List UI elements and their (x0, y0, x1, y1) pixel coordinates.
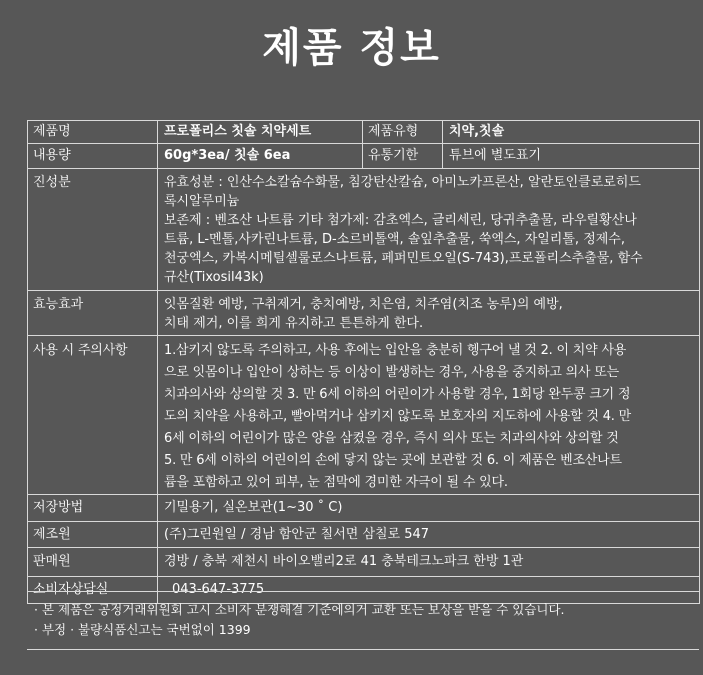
precautions-line: 6세 이하의 어린이가 많은 양을 삼켰을 경우, 즉시 의사 또는 치과의사와 상의할 것 (164, 431, 619, 446)
row-efficacy (28, 291, 700, 336)
value-capacity: 60g*3ea/ 칫솔 6ea (158, 144, 363, 169)
value-ingredients (158, 169, 700, 291)
value-consultation: 043-647-3775 (158, 577, 700, 604)
row-storage (28, 495, 700, 522)
precautions-line: 5. 만 6세 이하의 어린이의 손에 닿지 않는 곳에 보관할 것 6. 이 제품은 벤조산나트 (164, 453, 622, 468)
ingredients-line: 록시알루미늄 (164, 194, 240, 209)
label-precautions: 사용 시 주의사항 (28, 336, 158, 495)
row-precautions (28, 336, 700, 495)
ingredients-line: 천궁엑스, 카복시메틸셀룰로스나트륨, 페퍼민트오일(S-743),프로폴리스추출물, 함수 (164, 251, 643, 266)
label-expiry: 유통기한 (363, 144, 443, 169)
label-storage: 저장방법 (28, 495, 158, 522)
page-title: 제품 정보 (262, 25, 441, 71)
efficacy-line: 치태 제거, 이를 희게 유지하고 튼튼하게 한다. (164, 316, 424, 331)
efficacy-line: 잇몸질환 예방, 구취제거, 충치예방, 치은염, 치주염(치조 농루)의 예방, (164, 297, 563, 312)
row-ingredients (28, 169, 700, 291)
ingredients-line: 유효성분 : 인산수소칼슘수화물, 침강탄산칼슘, 아미노카프론산, 알란토인클로로히드 (164, 175, 641, 190)
value-manufacturer: (주)그린원일 / 경남 함안군 칠서면 삼칠로 547 (158, 522, 700, 548)
label-consultation: 소비자상담실 (28, 577, 158, 604)
label-ingredients: 진성분 (28, 169, 158, 291)
value-product-name: 프로폴리스 칫솔 치약세트 (158, 121, 363, 144)
value-efficacy (158, 291, 700, 336)
value-expiry: 튜브에 별도표기 (443, 144, 700, 169)
value-seller: 경방 / 충북 제천시 바이오밸리2로 41 충북테크노파크 한방 1관 (158, 548, 700, 577)
ingredients-line: 보존제 : 벤조산 나트륨 기타 첨가제: 감초엑스, 글리세린, 당귀추출물, 라우릴황산나 (164, 213, 637, 228)
row-capacity (28, 144, 700, 169)
precautions-line: 1.삼키지 않도록 주의하고, 사용 후에는 입안을 충분히 헹구어 낼 것 2. 이 치약 사용 (164, 343, 627, 358)
ingredients-line: 트륨, L-멘톨,사카린나트륨, D-소르비톨액, 솔잎추출물, 쑥엑스, 자일리톨, 정제수, (164, 232, 625, 247)
label-capacity: 내용량 (28, 144, 158, 169)
precautions-line: 도의 치약을 사용하고, 빨아먹거나 삼키지 않도록 보호자의 지도하에 사용할 것 4. 만 (164, 409, 632, 424)
row-seller (28, 548, 700, 577)
label-manufacturer: 제조원 (28, 522, 158, 548)
notice-box (27, 591, 699, 650)
row-product-name (28, 121, 700, 144)
label-seller: 판매원 (28, 548, 158, 577)
notice-line: · 본 제품은 공정거래위원회 고시 소비자 분쟁해결 기준에의거 교환 또는 보상을 받을 수 있습니다. (34, 602, 565, 617)
product-info-table (27, 120, 700, 604)
notice-line: · 부정 · 불량식품신고는 국번없이 1399 (34, 622, 251, 637)
ingredients-line: 규산(Tixosil43k) (164, 270, 264, 285)
label-efficacy: 효능효과 (28, 291, 158, 336)
value-precautions (158, 336, 700, 495)
precautions-line: 륨을 포함하고 있어 피부, 눈 점막에 경미한 자극이 될 수 있다. (164, 475, 508, 490)
label-product-name: 제품명 (28, 121, 158, 144)
value-storage: 기밀용기, 실온보관(1~30 ˚ C) (158, 495, 700, 522)
label-product-type: 제품유형 (363, 121, 443, 144)
value-product-type: 치약,칫솔 (443, 121, 700, 144)
row-manufacturer (28, 522, 700, 548)
precautions-line: 으로 잇몸이나 입안이 상하는 등 이상이 발생하는 경우, 사용을 중지하고 의사 또는 (164, 365, 620, 380)
precautions-line: 치과의사와 상의할 것 3. 만 6세 이하의 어린이가 사용할 경우, 1회당 완두콩 크기 정 (164, 387, 631, 402)
